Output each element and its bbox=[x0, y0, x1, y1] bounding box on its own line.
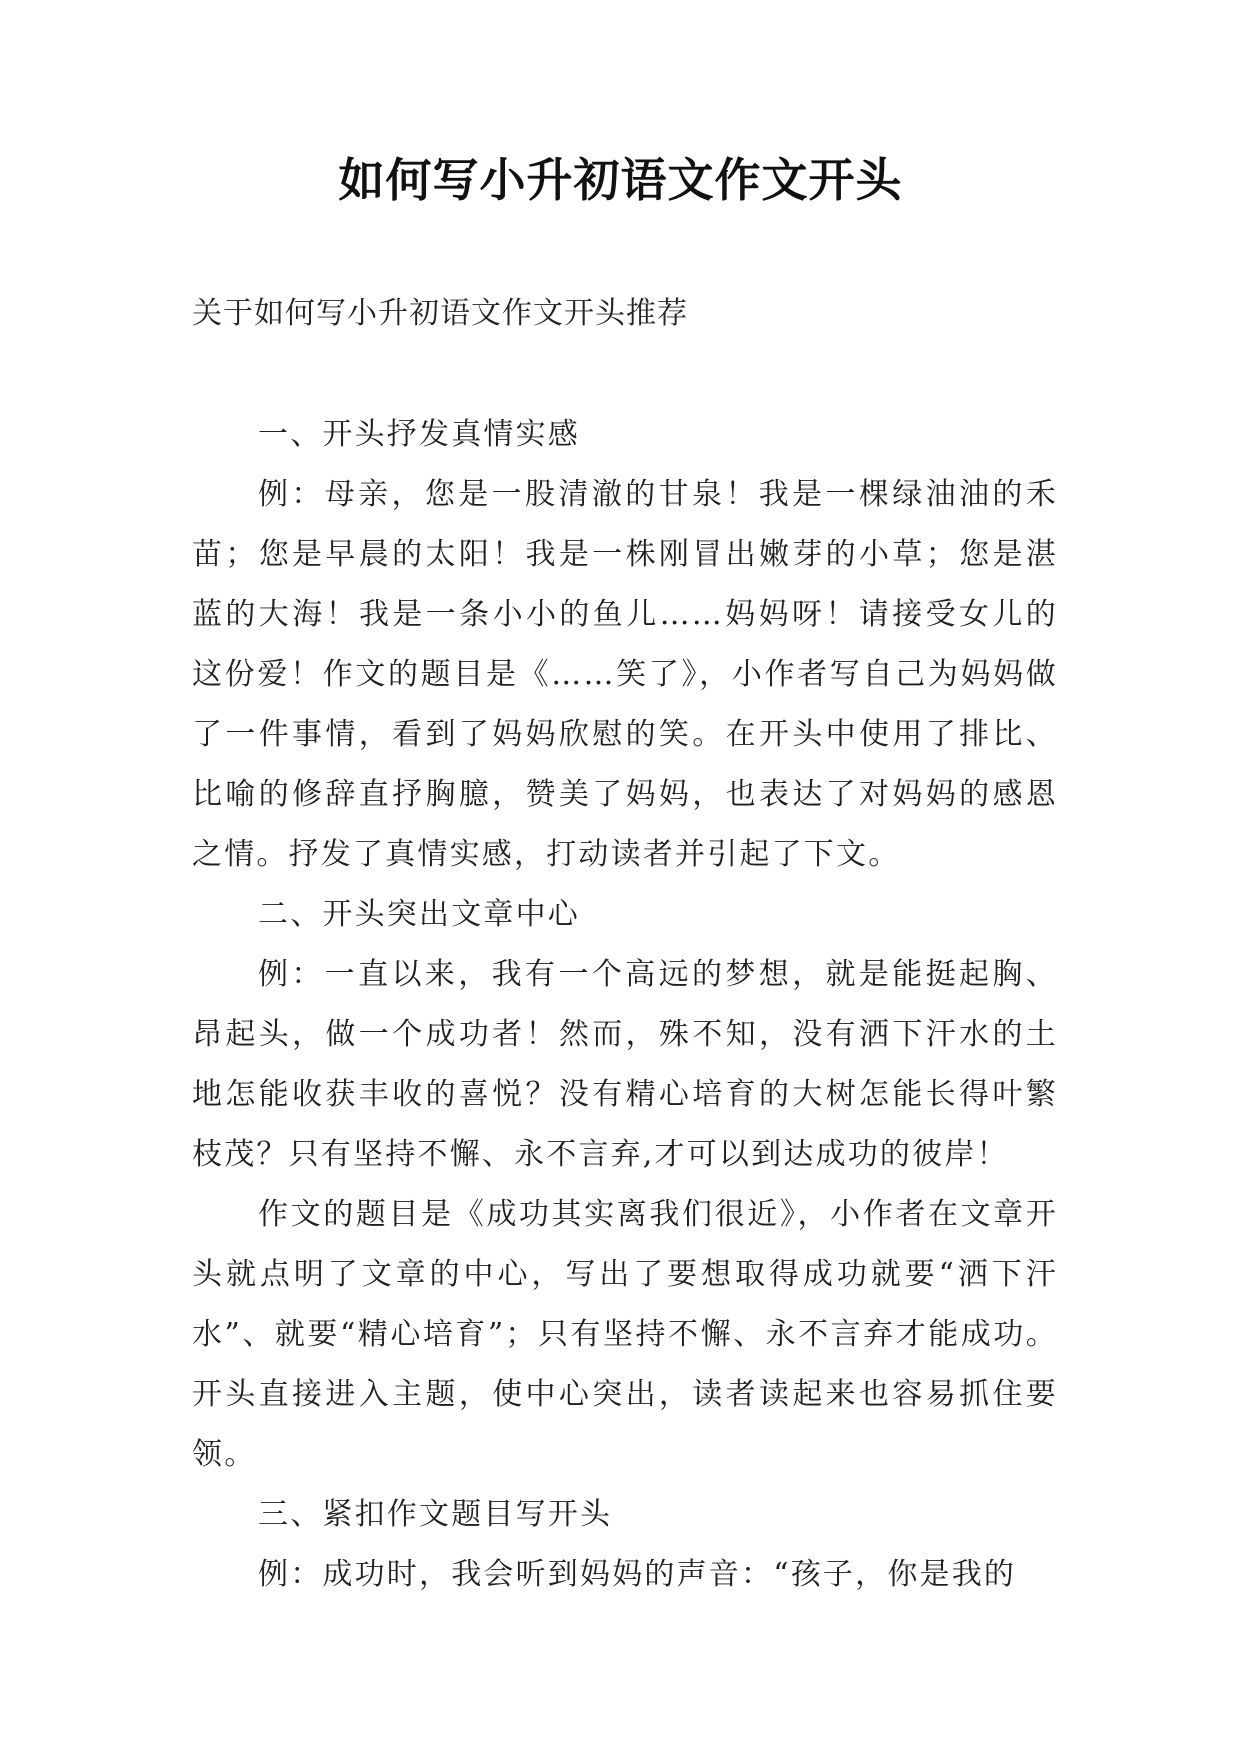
paragraph-example-3: 例：成功时，我会听到妈妈的声音：“孩子，你是我的 bbox=[258, 1557, 1017, 1592]
document-subtitle: 关于如何写小升初语文作文开头推荐 bbox=[192, 296, 688, 331]
section-heading-3: 三、紧扣作文题目写开头 bbox=[258, 1497, 613, 1532]
paragraph-example-1: 例：母亲，您是一股清澈的甘泉！我是一棵绿油油的禾苗；您是早晨的太阳！我是一株刚冒出嫩芽的小草；您是湛蓝的大海！我是一条小小的鱼儿……妈妈呀！请接受女儿的这份爱！作文的题目是《……笑了》，小作者写自己为妈妈做了一件事情，看到了妈妈欣慰的笑。在开头中使用了排比、比喻的修辞直抒胸臆，赞美了妈妈，也表达了对妈妈的感恩之情。抒发了真情实感，打动读者并引起了下文。 bbox=[192, 477, 1058, 872]
document-body bbox=[192, 405, 1058, 1605]
section-heading-1: 一、开头抒发真情实感 bbox=[258, 417, 580, 452]
paragraph-example-2: 例：一直以来，我有一个高远的梦想，就是能挺起胸、昂起头，做一个成功者！然而，殊不知，没有洒下汗水的土地怎能收获丰收的喜悦？没有精心培育的大树怎能长得叶繁枝茂？只有坚持不懈、永不言弃,才可以到达成功的彼岸！ bbox=[192, 957, 1058, 1172]
section-heading-2: 二、开头突出文章中心 bbox=[258, 897, 580, 932]
paragraph-analysis-2: 作文的题目是《成功其实离我们很近》，小作者在文章开头就点明了文章的中心，写出了要想取得成功就要“洒下汗水”、就要“精心培育”；只有坚持不懈、永不言弃才能成功。开头直接进入主题，使中心突出，读者读起来也容易抓住要领。 bbox=[192, 1197, 1058, 1472]
document-title: 如何写小升初语文作文开头 bbox=[338, 153, 903, 207]
